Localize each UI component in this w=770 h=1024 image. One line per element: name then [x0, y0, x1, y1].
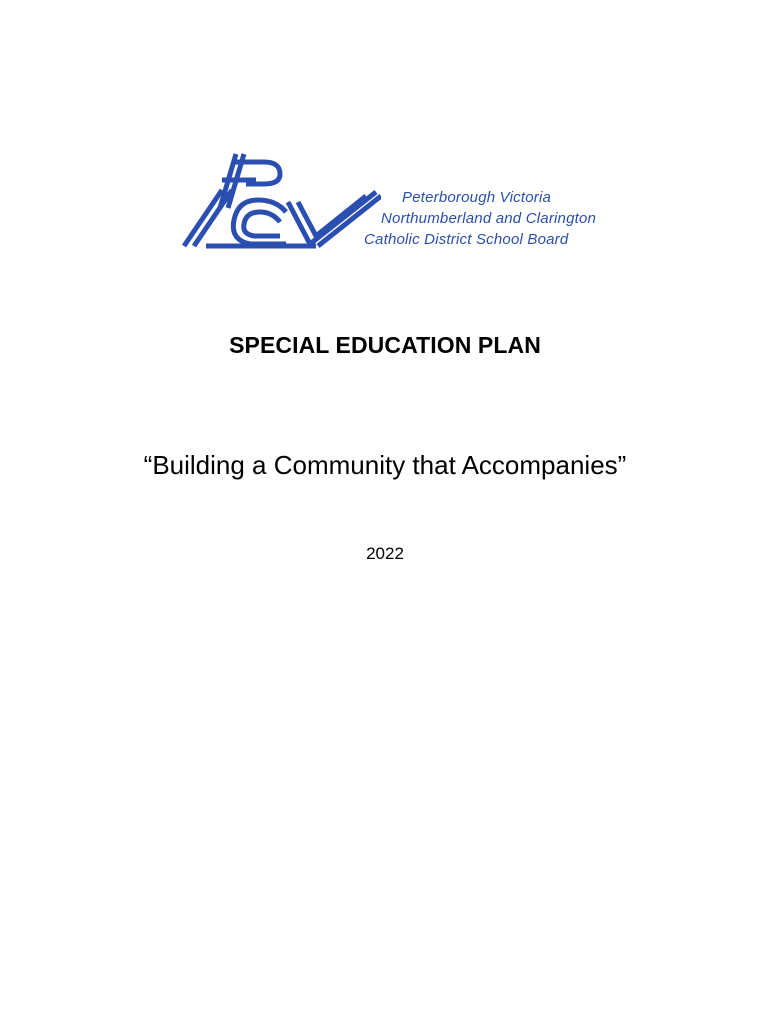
- document-title: SPECIAL EDUCATION PLAN: [229, 332, 541, 358]
- logo-line-2: Northumberland and Clarington: [381, 210, 597, 227]
- document-subtitle: “Building a Community that Accompanies”: [143, 450, 627, 480]
- document-year: 2022: [366, 544, 404, 563]
- logo-line-1: Peterborough Victoria: [402, 189, 552, 206]
- school-board-logo: [176, 150, 596, 255]
- school-board-logo-mark: [176, 150, 381, 255]
- logo-line-3: Catholic District School Board: [364, 231, 569, 248]
- school-board-name: [364, 187, 596, 250]
